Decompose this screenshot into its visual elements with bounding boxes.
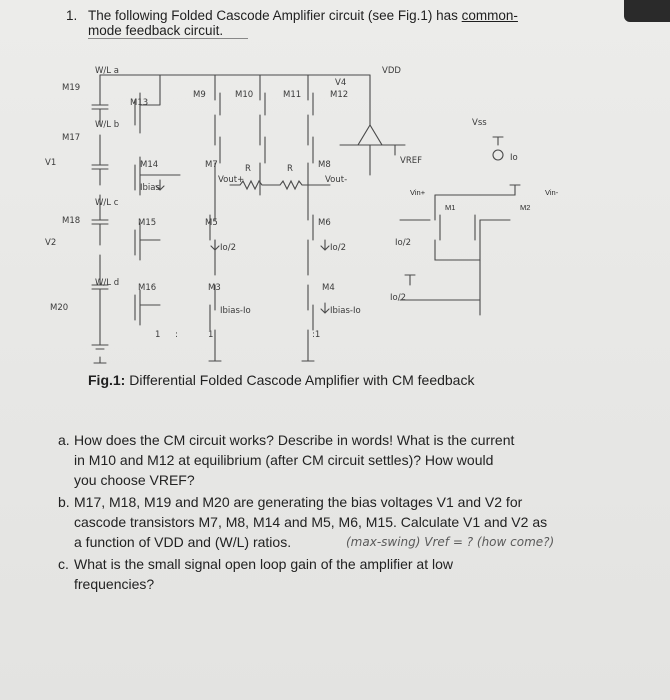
part-a-mark: a. xyxy=(58,432,70,448)
photo-edge-shadow xyxy=(624,0,670,22)
question-line-1 xyxy=(88,8,518,24)
label-v1: V1 xyxy=(45,158,57,168)
part-c-mark: c. xyxy=(58,556,69,572)
label-wl-d: W/L d xyxy=(95,278,120,288)
figure-caption xyxy=(88,372,474,388)
label-m16: M16 xyxy=(138,283,157,293)
label-m2: M2 xyxy=(520,203,531,212)
question-line-2: mode feedback circuit. xyxy=(88,23,224,38)
label-ibias: Ibias xyxy=(140,183,160,193)
circuit-wires xyxy=(92,75,520,363)
label-ibias-io-b: Ibias-Io xyxy=(330,306,361,316)
label-vss: Vss xyxy=(472,118,487,128)
circuit-svg xyxy=(40,45,640,365)
part-c-line-1: What is the small signal open loop gain of the amplifier at low xyxy=(74,556,453,572)
label-wl-c: W/L c xyxy=(95,198,119,208)
label-ratio-colon-b: :1 xyxy=(312,330,321,340)
part-c-line-2: frequencies? xyxy=(74,576,155,592)
label-r2: R xyxy=(287,164,293,174)
label-m19: M19 xyxy=(62,83,81,93)
label-m1: M1 xyxy=(445,203,456,212)
question-number: 1. xyxy=(66,8,78,23)
label-vref: VREF xyxy=(400,156,422,166)
label-r1: R xyxy=(245,164,251,174)
part-b-line-3: a function of VDD and (W/L) ratios. xyxy=(74,534,292,550)
figure-label: Fig.1: xyxy=(88,372,126,388)
label-m3: M3 xyxy=(208,283,221,293)
label-m7: M7 xyxy=(205,160,218,170)
part-b-line-2: cascode transistors M7, M8, M14 and M5, M6, M15. Calculate V1 and V2 as xyxy=(74,514,548,530)
label-m11: M11 xyxy=(283,90,302,100)
label-m17: M17 xyxy=(62,133,81,143)
handwritten-note: (max-swing) Vref = ? (how come?) xyxy=(346,535,555,549)
label-io-half-a: Io/2 xyxy=(220,243,236,253)
label-io-half-c: Io/2 xyxy=(395,238,411,248)
part-a-line-3: you choose VREF? xyxy=(74,472,195,488)
label-io-half-b: Io/2 xyxy=(330,243,346,253)
label-io-half-d: Io/2 xyxy=(390,293,406,303)
label-m6: M6 xyxy=(318,218,331,228)
label-m8: M8 xyxy=(318,160,331,170)
label-m5: M5 xyxy=(205,218,218,228)
label-wl-a: W/L a xyxy=(95,66,119,76)
label-m15: M15 xyxy=(138,218,157,228)
label-m9: M9 xyxy=(193,90,206,100)
label-ratio-colon-a: : xyxy=(175,330,178,340)
label-wl-b: W/L b xyxy=(95,120,120,130)
label-m20: M20 xyxy=(50,303,69,313)
label-vin-plus: Vin+ xyxy=(410,188,426,197)
handwritten-underline xyxy=(88,38,248,39)
label-vdd: VDD xyxy=(382,66,401,76)
part-b-mark: b. xyxy=(58,494,70,510)
label-io: Io xyxy=(510,153,518,163)
label-ratio-1a: 1 xyxy=(155,330,161,340)
label-m14: M14 xyxy=(140,160,159,170)
label-vout-minus: Vout- xyxy=(325,175,348,185)
label-m12: M12 xyxy=(330,90,349,100)
label-v2: V2 xyxy=(45,238,57,248)
label-ratio-1b: 1 xyxy=(208,330,214,340)
part-a-line-1: How does the CM circuit works? Describe in words! What is the current xyxy=(74,432,515,448)
label-m4: M4 xyxy=(322,283,335,293)
label-ibias-io-a: Ibias-Io xyxy=(220,306,251,316)
label-v4: V4 xyxy=(335,78,347,88)
label-vout-plus: Vout+ xyxy=(218,175,245,185)
label-m13: M13 xyxy=(130,98,149,108)
part-b-line-1: M17, M18, M19 and M20 are generating the bias voltages V1 and V2 for xyxy=(74,494,523,510)
question-underlined-word: common- xyxy=(461,8,518,23)
question-line-1-text: The following Folded Cascode Amplifier circuit (see Fig.1) has xyxy=(88,8,462,23)
label-m10: M10 xyxy=(235,90,254,100)
part-a-line-2: in M10 and M12 at equilibrium (after CM circuit settles)? How would xyxy=(74,452,494,468)
label-m18: M18 xyxy=(62,216,81,226)
label-vin-minus: Vin- xyxy=(545,188,559,197)
circuit-diagram xyxy=(40,45,640,365)
figure-caption-text: Differential Folded Cascode Amplifier with CM feedback xyxy=(125,372,475,388)
